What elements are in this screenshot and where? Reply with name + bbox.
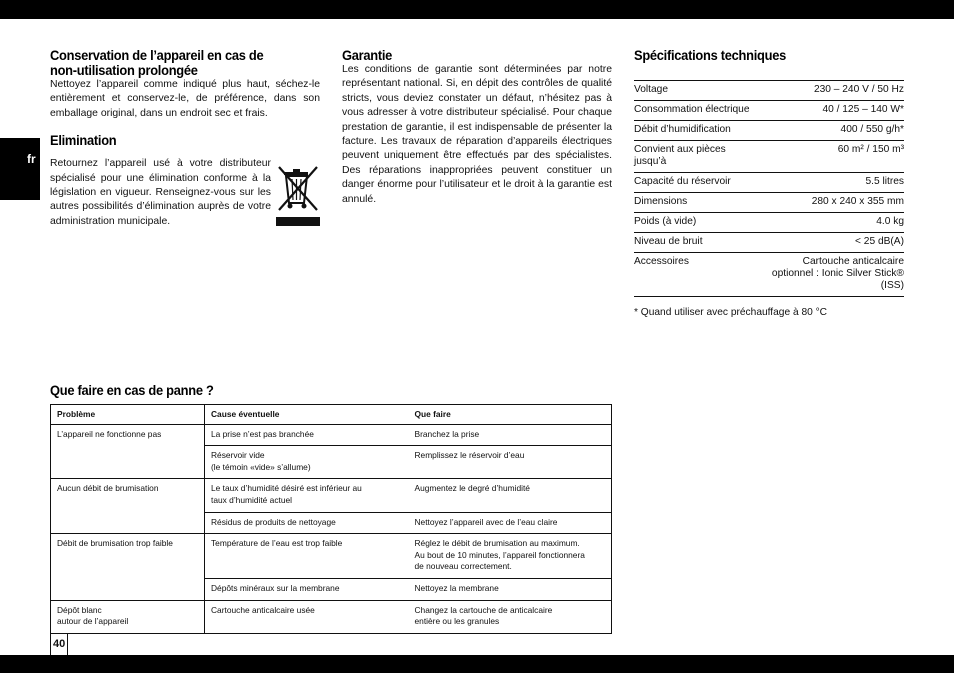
cause-line: taux d’humidité actuel	[211, 494, 293, 505]
spec-label: Niveau de bruit	[634, 233, 756, 253]
cause-cell: Dépôts minéraux sur la membrane	[205, 578, 409, 600]
problem-cell: Débit de brumisation trop faible	[51, 534, 205, 579]
action-cell: Augmentez le degré d’humidité	[409, 479, 612, 512]
action-cell: Nettoyez l’appareil avec de l’eau claire	[409, 512, 612, 534]
problem-line: autour de l’appareil	[57, 616, 129, 627]
cause-cell	[205, 446, 409, 479]
garantie-title: Garantie	[342, 47, 393, 63]
action-line: Changez la cartouche de anticalcaire	[414, 604, 553, 615]
spec-value: < 25 dB(A)	[756, 233, 904, 253]
spec-value	[756, 253, 904, 297]
column-middle	[342, 48, 612, 207]
cause-cell: Cartouche anticalcaire usée	[205, 600, 409, 633]
spec-value: 60 m² / 150 m³	[756, 141, 904, 173]
spec-label: Poids (à vide)	[634, 213, 756, 233]
spec-row	[634, 81, 904, 101]
action-line: entière ou les granules	[414, 616, 500, 627]
conservation-text: Nettoyez l’appareil comme indiqué plus haut, séchez-le entièrement et conservez-le, de préférence, dans son emballage original, dans un endroit sec et frais.	[50, 79, 320, 119]
cause-cell	[205, 479, 409, 512]
spec-value: 5.5 litres	[756, 173, 904, 193]
table-row	[51, 512, 612, 534]
spec-value: 40 / 125 – 140 W*	[756, 101, 904, 121]
action-cell	[409, 600, 612, 633]
spec-row	[634, 101, 904, 121]
action-cell: Nettoyez la membrane	[409, 578, 612, 600]
action-cell	[409, 534, 612, 579]
spec-label: Consommation électrique	[634, 101, 756, 121]
conservation-title-line2: non-utilisation prolongée	[50, 62, 198, 78]
action-line: Au bout de 10 minutes, l’appareil fonctionnera	[414, 549, 585, 560]
column-left	[50, 48, 320, 229]
column-header: Problème	[51, 405, 205, 425]
problem-cell: Aucun débit de brumisation	[51, 479, 205, 512]
table-row	[51, 534, 612, 579]
spec-value-line: optionnel : Ionic Silver Stick® (ISS)	[771, 268, 904, 291]
spec-label: Débit d’humidification	[634, 121, 756, 141]
cause-cell: Température de l’eau est trop faible	[205, 534, 409, 579]
column-header: Que faire	[409, 405, 612, 425]
spec-row	[634, 233, 904, 253]
spec-label: Dimensions	[634, 193, 756, 213]
problem-cell	[51, 446, 205, 479]
spec-row	[634, 213, 904, 233]
spec-row	[634, 173, 904, 193]
conservation-title-line1: Conservation de l’appareil en cas de	[50, 47, 264, 63]
spec-row	[634, 141, 904, 173]
specs-title: Spécifications techniques	[634, 47, 787, 63]
cause-line: (le témoin «vide» s’allume)	[211, 461, 311, 472]
cause-cell: La prise n’est pas branchée	[211, 428, 314, 439]
bottom-black-bar	[0, 655, 954, 673]
top-black-bar	[0, 0, 954, 19]
specs-footnote: * Quand utiliser avec préchauffage à 80 °C	[634, 307, 828, 318]
problem-cell: L’appareil ne fonctionne pas	[51, 424, 205, 446]
table-row	[51, 600, 612, 633]
spec-label: Accessoires	[634, 253, 756, 297]
conservation-title	[50, 48, 298, 78]
action-cell: Branchez la prise	[414, 428, 480, 439]
specs-table	[634, 80, 904, 297]
spec-label: Voltage	[634, 81, 756, 101]
action-cell: Remplissez le réservoir d’eau	[409, 446, 612, 479]
elimination-section	[50, 157, 320, 229]
cause-line: Réservoir vide	[211, 450, 265, 461]
problem-cell	[51, 512, 205, 534]
cause-line: Le taux d’humidité désiré est inférieur au	[211, 483, 362, 494]
language-tab	[0, 138, 40, 200]
crossed-out-bin-icon	[276, 163, 320, 227]
problem-cell	[51, 578, 205, 600]
table-header-row	[51, 405, 612, 425]
action-line: de nouveau correctement.	[414, 561, 512, 572]
spec-value-line: Cartouche anticalcaire	[802, 256, 904, 267]
spec-label: Capacité du réservoir	[634, 173, 756, 193]
spec-row	[634, 253, 904, 297]
column-right	[634, 48, 904, 318]
spec-row	[634, 193, 904, 213]
page-number: 40	[50, 633, 68, 655]
troubleshooting-table	[50, 404, 612, 634]
spec-value: 230 – 240 V / 50 Hz	[756, 81, 904, 101]
problem-line: Dépôt blanc	[57, 604, 102, 615]
elimination-title: Elimination	[50, 132, 117, 149]
problem-cell	[51, 600, 205, 633]
spec-value: 4.0 kg	[756, 213, 904, 233]
garantie-text: Les conditions de garantie sont déterminées par notre représentant national. Si, en dépit des contrôles de qualité stricts, vous deviez constater un défaut, n’hésitez pas à vous adresser à votre distributeur spécialisé. Pour chaque prestation de garantie, il est indispensable de présenter la facture. Les travaux de réparation d’appareils électriques peuvent uniquement être effectués par des spécialistes. Des réparations inappropriées peuvent constituer un danger énorme pour l’utilisateur et le droit à la garantie est annulé.	[342, 64, 612, 205]
spec-value: 280 x 240 x 355 mm	[756, 193, 904, 213]
column-header: Cause éventuelle	[205, 405, 409, 425]
table-row	[51, 479, 612, 512]
elimination-text: Retournez l’appareil usé à votre distributeur spécialisé pour une élimination conforme à la législation en vigueur. Renseignez-vous sur les autres possibilités d’élimination auprès de votre administration municipale.	[50, 158, 271, 227]
cause-cell: Résidus de produits de nettoyage	[205, 512, 409, 534]
spec-row	[634, 121, 904, 141]
table-row	[51, 424, 612, 446]
action-line: Réglez le débit de brumisation au maximum.	[414, 538, 580, 549]
table-row	[51, 446, 612, 479]
language-label: fr	[27, 152, 36, 166]
panne-title: Que faire en cas de panne ?	[50, 382, 214, 398]
table-row	[51, 578, 612, 600]
spec-value: 400 / 550 g/h*	[756, 121, 904, 141]
spec-label: Convient aux pièces jusqu’à	[634, 141, 756, 173]
